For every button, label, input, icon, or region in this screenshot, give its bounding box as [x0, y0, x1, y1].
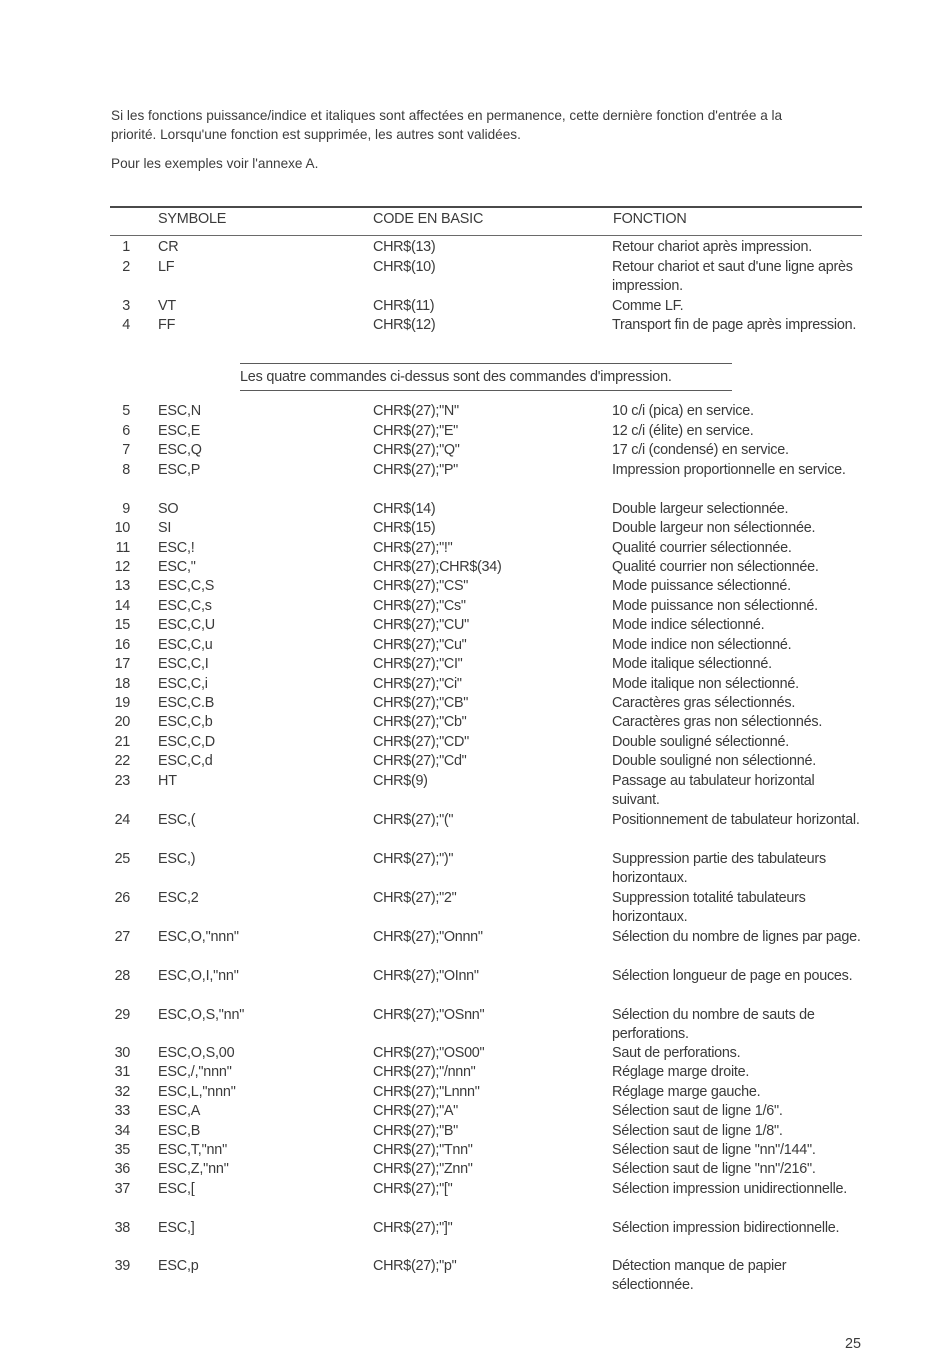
row-symbol: ESC,C,i — [158, 676, 208, 692]
row-number: 37 — [114, 1181, 130, 1197]
row-function: Retour chariot après impression. — [612, 239, 812, 255]
row-symbol: ESC,C,s — [158, 598, 212, 614]
row-symbol: ESC,/,"nnn" — [158, 1064, 232, 1080]
row-number: 25 — [114, 851, 130, 867]
row-symbol: ESC,] — [158, 1220, 195, 1236]
row-function: Réglage marge droite. — [612, 1064, 750, 1080]
row-number: 24 — [114, 812, 130, 828]
row-number: 18 — [114, 676, 130, 692]
column-header-function: FONCTION — [613, 211, 687, 227]
row-symbol: ESC,T,"nn" — [158, 1142, 228, 1158]
row-number: 3 — [122, 298, 130, 314]
row-number: 16 — [114, 637, 130, 653]
row-symbol: ESC," — [158, 559, 196, 575]
row-symbol: ESC,Q — [158, 442, 202, 458]
row-symbol: ESC,A — [158, 1103, 201, 1119]
row-function: Comme LF. — [612, 298, 684, 314]
row-function: Retour chariot et saut d'une ligne après impression. — [612, 259, 853, 295]
row-number: 5 — [122, 403, 130, 419]
row-symbol: ESC,E — [158, 423, 201, 439]
row-symbol: ESC,( — [158, 812, 196, 828]
row-number: 4 — [122, 317, 130, 333]
row-function: Transport fin de page après impression. — [612, 317, 857, 333]
row-number: 14 — [114, 598, 130, 614]
row-symbol: ESC,C,u — [158, 637, 213, 653]
row-number: 2 — [122, 259, 130, 275]
row-function: Réglage marge gauche. — [612, 1084, 761, 1100]
row-symbol: ESC,2 — [158, 890, 199, 906]
row-function: Double largeur non sélectionnée. — [612, 520, 816, 536]
row-function: Mode italique sélectionné. — [612, 656, 772, 672]
row-symbol: ESC,O,I,"nn" — [158, 968, 239, 984]
row-function: Impression proportionnelle en service. — [612, 462, 846, 478]
row-function: Qualité courrier sélectionnée. — [612, 540, 792, 556]
row-basic-code: CHR$(27);"N" — [373, 403, 459, 419]
row-basic-code: CHR$(27);"Cd" — [373, 753, 467, 769]
row-number: 8 — [122, 462, 130, 478]
row-function: Mode italique non sélectionné. — [612, 676, 799, 692]
row-symbol: ESC,O,"nnn" — [158, 929, 239, 945]
row-symbol: ESC,! — [158, 540, 195, 556]
row-basic-code: CHR$(14) — [373, 501, 436, 517]
row-basic-code: CHR$(27);"]" — [373, 1220, 453, 1236]
row-basic-code: CHR$(27);"B" — [373, 1123, 458, 1139]
row-basic-code: CHR$(27);")" — [373, 851, 454, 867]
row-basic-code: CHR$(27);"Tnn" — [373, 1142, 473, 1158]
row-symbol: ESC,C,D — [158, 734, 215, 750]
row-function: 12 c/i (élite) en service. — [612, 423, 754, 439]
row-basic-code: CHR$(27);"CU" — [373, 617, 469, 633]
row-symbol: LF — [158, 259, 175, 275]
row-symbol: SO — [158, 501, 179, 517]
row-basic-code: CHR$(27);"Q" — [373, 442, 460, 458]
row-basic-code: CHR$(27);"E" — [373, 423, 458, 439]
row-basic-code: CHR$(27);"2" — [373, 890, 457, 906]
row-basic-code: CHR$(27);"CD" — [373, 734, 469, 750]
row-number: 7 — [122, 442, 130, 458]
row-basic-code: CHR$(27);"A" — [373, 1103, 458, 1119]
row-basic-code: CHR$(12) — [373, 317, 436, 333]
column-header-symbol: SYMBOLE — [158, 211, 227, 227]
row-symbol: ESC,C.B — [158, 695, 215, 711]
row-basic-code: CHR$(27);"CS" — [373, 578, 469, 594]
row-basic-code: CHR$(27);"Ci" — [373, 676, 462, 692]
row-basic-code: CHR$(27);"!" — [373, 540, 453, 556]
row-function: 10 c/i (pica) en service. — [612, 403, 754, 419]
row-basic-code: CHR$(15) — [373, 520, 436, 536]
row-basic-code: CHR$(11) — [373, 298, 435, 314]
row-function: Caractères gras sélectionnés. — [612, 695, 796, 711]
row-number: 6 — [122, 423, 130, 439]
row-symbol: VT — [158, 298, 176, 314]
row-function: Double souligné sélectionné. — [612, 734, 790, 750]
row-symbol: ESC,P — [158, 462, 201, 478]
row-basic-code: CHR$(10) — [373, 259, 436, 275]
row-function: Mode puissance sélectionné. — [612, 578, 791, 594]
row-symbol: ESC,C,U — [158, 617, 215, 633]
row-function: Suppression totalité tabulateurs horizontaux. — [612, 890, 806, 926]
row-symbol: ESC,C,b — [158, 714, 213, 730]
row-basic-code: CHR$(27);"CI" — [373, 656, 463, 672]
page-number: 25 — [845, 1336, 862, 1352]
row-number: 19 — [114, 695, 130, 711]
row-number: 20 — [114, 714, 130, 730]
row-symbol: ESC,L,"nnn" — [158, 1084, 236, 1100]
row-number: 12 — [114, 559, 130, 575]
row-function: Saut de perforations. — [612, 1045, 741, 1061]
row-function: Passage au tabulateur horizontal suivant. — [612, 773, 815, 809]
row-symbol: CR — [158, 239, 179, 255]
row-function: Suppression partie des tabulateurs horizontaux. — [612, 851, 826, 887]
row-function: Sélection longueur de page en pouces. — [612, 968, 853, 984]
row-basic-code: CHR$(27);"Lnnn" — [373, 1084, 480, 1100]
row-basic-code: CHR$(27);"Onnn" — [373, 929, 483, 945]
row-number: 21 — [114, 734, 130, 750]
row-symbol: ESC,C,I — [158, 656, 209, 672]
row-basic-code: CHR$(27);"OInn" — [373, 968, 479, 984]
row-number: 28 — [114, 968, 130, 984]
row-number: 30 — [114, 1045, 130, 1061]
row-basic-code: CHR$(27);"(" — [373, 812, 454, 828]
row-function: Double largeur selectionnée. — [612, 501, 789, 517]
row-function: Mode puissance non sélectionné. — [612, 598, 818, 614]
row-function: Qualité courrier non sélectionnée. — [612, 559, 819, 575]
row-number: 17 — [114, 656, 130, 672]
row-basic-code: CHR$(27);"OSnn" — [373, 1007, 485, 1023]
row-number: 11 — [115, 540, 130, 556]
row-basic-code: CHR$(27);"Cs" — [373, 598, 466, 614]
intro-text-2: Pour les exemples voir l'annexe A. — [111, 156, 319, 171]
row-function: Sélection impression bidirectionnelle. — [612, 1220, 840, 1236]
row-function: Positionnement de tabulateur horizontal. — [612, 812, 860, 828]
row-function: Sélection du nombre de lignes par page. — [612, 929, 861, 945]
row-number: 15 — [114, 617, 130, 633]
row-basic-code: CHR$(27);"CB" — [373, 695, 469, 711]
row-symbol: SI — [158, 520, 172, 536]
row-basic-code: CHR$(13) — [373, 239, 436, 255]
row-function: Sélection saut de ligne "nn"/144". — [612, 1142, 816, 1158]
row-number: 32 — [114, 1084, 130, 1100]
row-basic-code: CHR$(27);CHR$(34) — [373, 559, 502, 575]
row-number: 9 — [122, 501, 130, 517]
row-function: Mode indice sélectionné. — [612, 617, 765, 633]
row-symbol: HT — [158, 773, 177, 789]
intro-text-1: Si les fonctions puissance/indice et italiques sont affectées en permanence, cette dernière fonction d'entrée a la priorité. Lorsqu'une fonction est supprimée, les autres sont validées. — [111, 108, 783, 142]
row-number: 36 — [114, 1161, 130, 1177]
row-symbol: ESC,O,S,00 — [158, 1045, 235, 1061]
row-symbol: ESC,[ — [158, 1181, 195, 1197]
row-number: 33 — [114, 1103, 130, 1119]
row-number: 34 — [114, 1123, 130, 1139]
row-function: Mode indice non sélectionné. — [612, 637, 792, 653]
row-symbol: ESC,C,S — [158, 578, 215, 594]
row-basic-code: CHR$(27);"Cu" — [373, 637, 467, 653]
row-number: 38 — [114, 1220, 130, 1236]
row-basic-code: CHR$(27);"[" — [373, 1181, 453, 1197]
row-basic-code: CHR$(9) — [373, 773, 428, 789]
row-function: Sélection du nombre de sauts de perforations. — [612, 1007, 815, 1043]
row-number: 13 — [114, 578, 130, 594]
row-function: Détection manque de papier sélectionnée. — [612, 1258, 787, 1294]
row-number: 35 — [114, 1142, 130, 1158]
row-function: Sélection saut de ligne 1/6". — [612, 1103, 783, 1119]
row-function: Sélection saut de ligne 1/8". — [612, 1123, 783, 1139]
row-number: 29 — [114, 1007, 130, 1023]
row-symbol: ESC,Z,"nn" — [158, 1161, 229, 1177]
row-function: Sélection saut de ligne "nn"/216". — [612, 1161, 816, 1177]
row-basic-code: CHR$(27);"Znn" — [373, 1161, 473, 1177]
row-symbol: ESC,C,d — [158, 753, 213, 769]
row-basic-code: CHR$(27);"OS00" — [373, 1045, 485, 1061]
row-symbol: ESC,) — [158, 851, 196, 867]
table-note: Les quatre commandes ci-dessus sont des commandes d'impression. — [240, 369, 672, 385]
column-header-code: CODE EN BASIC — [373, 211, 484, 227]
row-symbol: FF — [158, 317, 176, 333]
row-function: Double souligné non sélectionné. — [612, 753, 817, 769]
row-number: 27 — [114, 929, 130, 945]
row-number: 31 — [114, 1064, 130, 1080]
row-basic-code: CHR$(27);"p" — [373, 1258, 457, 1274]
row-number: 1 — [122, 239, 130, 255]
row-symbol: ESC,B — [158, 1123, 201, 1139]
row-function: Sélection impression unidirectionnelle. — [612, 1181, 848, 1197]
row-number: 23 — [114, 773, 130, 789]
row-number: 39 — [114, 1258, 130, 1274]
row-basic-code: CHR$(27);"/nnn" — [373, 1064, 476, 1080]
row-function: 17 c/i (condensé) en service. — [612, 442, 789, 458]
row-number: 26 — [114, 890, 130, 906]
row-basic-code: CHR$(27);"P" — [373, 462, 458, 478]
row-number: 22 — [114, 753, 130, 769]
row-function: Caractères gras non sélectionnés. — [612, 714, 823, 730]
row-symbol: ESC,N — [158, 403, 201, 419]
row-symbol: ESC,O,S,"nn" — [158, 1007, 245, 1023]
row-number: 10 — [114, 520, 130, 536]
row-symbol: ESC,p — [158, 1258, 199, 1274]
row-basic-code: CHR$(27);"Cb" — [373, 714, 467, 730]
